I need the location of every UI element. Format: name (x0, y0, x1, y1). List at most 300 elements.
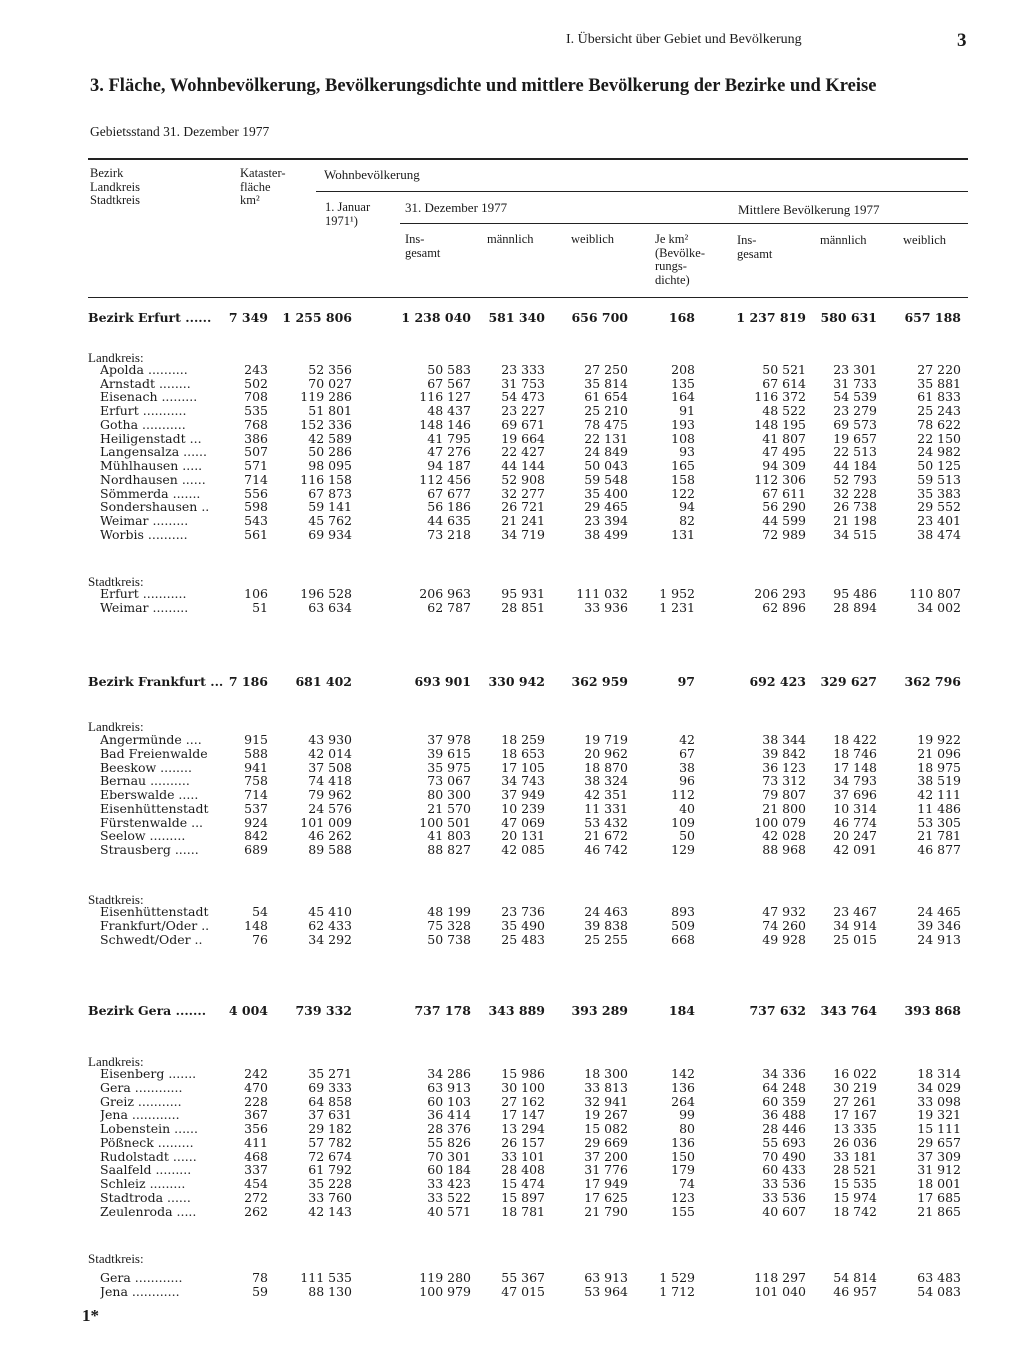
header-dezember-1977: 31. Dezember 1977 (405, 200, 508, 215)
cell-mittel-weiblich: 24 465 (917, 904, 961, 919)
cell-maennlich: 17 147 (501, 1107, 545, 1122)
cell-mittel-weiblich: 61 833 (917, 389, 961, 404)
table-row (0, 1067, 1024, 1081)
cell-mittel-insgesamt: 28 446 (762, 1121, 806, 1136)
cell-mittel-insgesamt: 56 290 (762, 499, 806, 514)
cell-dichte: 155 (671, 1204, 695, 1219)
cell-insgesamt: 28 376 (427, 1121, 471, 1136)
cell-insgesamt: 1 238 040 (401, 310, 471, 325)
cell-mittel-weiblich: 46 877 (917, 842, 961, 857)
cell-dichte: 1 529 (659, 1270, 695, 1285)
cell-dichte: 668 (671, 932, 695, 947)
cell-katasterflaeche: 507 (244, 444, 268, 459)
cell-mittel-weiblich: 33 098 (917, 1094, 961, 1109)
cell-katasterflaeche: 941 (244, 760, 268, 775)
cell-mittel-weiblich: 18 975 (917, 760, 961, 775)
row-label: Gera ............ (100, 1081, 183, 1095)
cell-katasterflaeche: 337 (244, 1162, 268, 1177)
row-label: Beeskow ........ (100, 761, 192, 775)
cell-insgesamt: 56 186 (427, 499, 471, 514)
cell-maennlich: 21 241 (501, 513, 545, 528)
section-label: Landkreis: (88, 1054, 144, 1069)
cell-januar-1971: 72 674 (308, 1149, 352, 1164)
row-label: Heiligenstadt ... (100, 432, 202, 446)
cell-mittel-weiblich: 34 029 (917, 1080, 961, 1095)
cell-mittel-insgesamt: 21 800 (762, 801, 806, 816)
cell-maennlich: 44 144 (501, 458, 545, 473)
cell-maennlich: 330 942 (488, 674, 545, 689)
cell-maennlich: 15 474 (501, 1176, 545, 1191)
cell-mittel-insgesamt: 100 079 (754, 815, 806, 830)
cell-maennlich: 47 069 (501, 815, 545, 830)
cell-mittel-weiblich: 657 188 (904, 310, 961, 325)
section-label: Stadtkreis: (88, 1251, 144, 1266)
cell-mittel-insgesamt: 49 928 (762, 932, 806, 947)
cell-insgesamt: 40 571 (427, 1204, 471, 1219)
cell-katasterflaeche: 386 (244, 431, 268, 446)
cell-mittel-maennlich: 16 022 (833, 1066, 877, 1081)
cell-januar-1971: 70 027 (308, 376, 352, 391)
cell-insgesamt: 35 975 (427, 760, 471, 775)
cell-mittel-weiblich: 24 913 (917, 932, 961, 947)
cell-mittel-insgesamt: 41 807 (762, 431, 806, 446)
cell-maennlich: 37 949 (501, 787, 545, 802)
cell-mittel-maennlich: 46 774 (833, 815, 877, 830)
cell-katasterflaeche: 272 (244, 1190, 268, 1205)
cell-januar-1971: 89 588 (308, 842, 352, 857)
cell-weiblich: 39 838 (584, 918, 628, 933)
table-row (0, 514, 1024, 528)
cell-weiblich: 35 400 (584, 486, 628, 501)
cell-katasterflaeche: 468 (244, 1149, 268, 1164)
cell-mittel-maennlich: 54 814 (833, 1270, 877, 1285)
cell-weiblich: 31 776 (584, 1162, 628, 1177)
cell-januar-1971: 52 356 (308, 362, 352, 377)
cell-mittel-weiblich: 19 321 (917, 1107, 961, 1122)
cell-mittel-insgesamt: 72 989 (762, 527, 806, 542)
header-m-maennlich: männlich (820, 233, 867, 247)
cell-mittel-weiblich: 38 474 (917, 527, 961, 542)
row-label: Schwedt/Oder .. (100, 933, 203, 947)
table-row (0, 774, 1024, 788)
cell-mittel-weiblich: 29 657 (917, 1135, 961, 1150)
cell-januar-1971: 51 801 (308, 403, 352, 418)
header-katasterflaeche: Kataster- fläche km² (240, 166, 286, 207)
cell-mittel-insgesamt: 112 306 (754, 472, 806, 487)
row-label: Weimar ......... (100, 514, 189, 528)
table-row (0, 459, 1024, 473)
cell-januar-1971: 61 792 (308, 1162, 352, 1177)
cell-katasterflaeche: 708 (244, 389, 268, 404)
cell-weiblich: 33 813 (584, 1080, 628, 1095)
cell-januar-1971: 79 962 (308, 787, 352, 802)
cell-weiblich: 46 742 (584, 842, 628, 857)
cell-dichte: 82 (679, 513, 695, 528)
row-label: Sondershausen .. (100, 500, 210, 514)
cell-weiblich: 38 499 (584, 527, 628, 542)
cell-mittel-weiblich: 18 314 (917, 1066, 961, 1081)
cell-insgesamt: 73 067 (427, 773, 471, 788)
cell-januar-1971: 37 631 (308, 1107, 352, 1122)
cell-katasterflaeche: 556 (244, 486, 268, 501)
cell-maennlich: 18 259 (501, 732, 545, 747)
cell-weiblich: 20 962 (584, 746, 628, 761)
cell-maennlich: 22 427 (501, 444, 545, 459)
cell-mittel-weiblich: 42 111 (917, 787, 961, 802)
cell-januar-1971: 739 332 (295, 1003, 352, 1018)
table-row (0, 919, 1024, 933)
cell-maennlich: 23 227 (501, 403, 545, 418)
cell-januar-1971: 69 934 (308, 527, 352, 542)
table-row (0, 1285, 1024, 1299)
cell-januar-1971: 152 336 (300, 417, 352, 432)
cell-mittel-insgesamt: 67 614 (762, 376, 806, 391)
table-row (0, 1177, 1024, 1191)
cell-mittel-insgesamt: 36 123 (762, 760, 806, 775)
cell-insgesamt: 67 567 (427, 376, 471, 391)
cell-januar-1971: 33 760 (308, 1190, 352, 1205)
cell-maennlich: 23 736 (501, 904, 545, 919)
row-label: Schleiz ......... (100, 1177, 186, 1191)
cell-mittel-weiblich: 17 685 (917, 1190, 961, 1205)
cell-katasterflaeche: 588 (244, 746, 268, 761)
cell-insgesamt: 737 178 (414, 1003, 471, 1018)
cell-insgesamt: 41 795 (427, 431, 471, 446)
cell-mittel-insgesamt: 79 807 (762, 787, 806, 802)
cell-katasterflaeche: 7 349 (228, 310, 268, 325)
cell-weiblich: 24 463 (584, 904, 628, 919)
row-label: Bezirk Gera ....... (88, 1004, 207, 1018)
cell-mittel-maennlich: 44 184 (833, 458, 877, 473)
cell-maennlich: 34 743 (501, 773, 545, 788)
row-label: Erfurt ........... (100, 587, 187, 601)
cell-weiblich: 33 936 (584, 600, 628, 615)
cell-mittel-maennlich: 18 746 (833, 746, 877, 761)
cell-katasterflaeche: 4 004 (228, 1003, 268, 1018)
cell-mittel-weiblich: 18 001 (917, 1176, 961, 1191)
cell-dichte: 150 (671, 1149, 695, 1164)
cell-mittel-maennlich: 37 696 (833, 787, 877, 802)
table-row (0, 1271, 1024, 1285)
cell-insgesamt: 63 913 (427, 1080, 471, 1095)
cell-mittel-insgesamt: 42 028 (762, 828, 806, 843)
cell-weiblich: 53 964 (584, 1284, 628, 1299)
page-header-text: I. Übersicht über Gebiet und Bevölkerung (566, 32, 802, 47)
cell-mittel-insgesamt: 47 495 (762, 444, 806, 459)
cell-katasterflaeche: 924 (244, 815, 268, 830)
cell-katasterflaeche: 689 (244, 842, 268, 857)
cell-dichte: 67 (679, 746, 695, 761)
section-label: Landkreis: (88, 719, 144, 734)
cell-maennlich: 30 100 (501, 1080, 545, 1095)
row-label: Frankfurt/Oder .. (100, 919, 210, 933)
cell-weiblich: 15 082 (584, 1121, 628, 1136)
cell-dichte: 1 952 (659, 586, 695, 601)
cell-januar-1971: 42 143 (308, 1204, 352, 1219)
row-label: Jena ............ (100, 1108, 180, 1122)
cell-maennlich: 54 473 (501, 389, 545, 404)
row-label: Stadtroda ...... (100, 1191, 191, 1205)
row-label: Langensalza ...... (100, 445, 207, 459)
cell-dichte: 99 (679, 1107, 695, 1122)
cell-insgesamt: 47 276 (427, 444, 471, 459)
cell-weiblich: 25 210 (584, 403, 628, 418)
cell-dichte: 158 (671, 472, 695, 487)
cell-maennlich: 15 986 (501, 1066, 545, 1081)
cell-januar-1971: 42 014 (308, 746, 352, 761)
cell-mittel-insgesamt: 67 611 (762, 486, 806, 501)
header-januar-1971: 1. Januar 1971¹) (325, 200, 371, 228)
cell-maennlich: 27 162 (501, 1094, 545, 1109)
header-weiblich: weiblich (571, 232, 615, 246)
cell-maennlich: 19 664 (501, 431, 545, 446)
cell-maennlich: 32 277 (501, 486, 545, 501)
cell-dichte: 91 (679, 403, 695, 418)
cell-mittel-maennlich: 34 515 (833, 527, 877, 542)
cell-weiblich: 111 032 (576, 586, 628, 601)
cell-insgesamt: 119 280 (419, 1270, 471, 1285)
table-row (0, 418, 1024, 432)
cell-dichte: 1 712 (659, 1284, 695, 1299)
cell-mittel-weiblich: 59 513 (917, 472, 961, 487)
cell-weiblich: 53 432 (584, 815, 628, 830)
cell-mittel-insgesamt: 60 433 (762, 1162, 806, 1177)
cell-mittel-insgesamt: 148 195 (754, 417, 806, 432)
cell-weiblich: 29 669 (584, 1135, 628, 1150)
cell-dichte: 94 (679, 499, 695, 514)
row-label: Bernau .......... (100, 774, 190, 788)
cell-mittel-insgesamt: 206 293 (754, 586, 806, 601)
cell-mittel-insgesamt: 39 842 (762, 746, 806, 761)
cell-januar-1971: 69 333 (308, 1080, 352, 1095)
cell-mittel-weiblich: 35 881 (917, 376, 961, 391)
cell-mittel-maennlich: 26 036 (833, 1135, 877, 1150)
cell-mittel-maennlich: 580 631 (820, 310, 877, 325)
cell-weiblich: 25 255 (584, 932, 628, 947)
cell-januar-1971: 64 858 (308, 1094, 352, 1109)
cell-januar-1971: 88 130 (308, 1284, 352, 1299)
cell-weiblich: 32 941 (584, 1094, 628, 1109)
cell-weiblich: 21 790 (584, 1204, 628, 1219)
cell-mittel-weiblich: 362 796 (904, 674, 961, 689)
cell-weiblich: 18 300 (584, 1066, 628, 1081)
cell-januar-1971: 50 286 (308, 444, 352, 459)
row-label: Arnstadt ........ (100, 377, 191, 391)
cell-mittel-maennlich: 28 521 (833, 1162, 877, 1177)
table-row (0, 500, 1024, 514)
cell-mittel-maennlich: 52 793 (833, 472, 877, 487)
cell-dichte: 893 (671, 904, 695, 919)
cell-januar-1971: 57 782 (308, 1135, 352, 1150)
cell-weiblich: 38 324 (584, 773, 628, 788)
cell-mittel-maennlich: 32 228 (833, 486, 877, 501)
cell-dichte: 179 (671, 1162, 695, 1177)
table-row (0, 445, 1024, 459)
cell-mittel-insgesamt: 50 521 (762, 362, 806, 377)
cell-mittel-insgesamt: 55 693 (762, 1135, 806, 1150)
cell-mittel-insgesamt: 36 488 (762, 1107, 806, 1122)
row-label: Greiz ........... (100, 1095, 182, 1109)
cell-weiblich: 35 814 (584, 376, 628, 391)
cell-mittel-insgesamt: 118 297 (754, 1270, 806, 1285)
cell-januar-1971: 74 418 (308, 773, 352, 788)
cell-katasterflaeche: 454 (244, 1176, 268, 1191)
cell-insgesamt: 100 979 (419, 1284, 471, 1299)
cell-mittel-insgesamt: 38 344 (762, 732, 806, 747)
row-label: Erfurt ........... (100, 404, 187, 418)
cell-mittel-weiblich: 11 486 (917, 801, 961, 816)
cell-insgesamt: 75 328 (427, 918, 471, 933)
cell-katasterflaeche: 470 (244, 1080, 268, 1095)
cell-dichte: 208 (671, 362, 695, 377)
page-number: 3 (957, 30, 967, 51)
cell-weiblich: 18 870 (584, 760, 628, 775)
cell-insgesamt: 55 826 (427, 1135, 471, 1150)
cell-januar-1971: 98 095 (308, 458, 352, 473)
row-label: Bezirk Frankfurt ... (88, 675, 224, 689)
cell-katasterflaeche: 915 (244, 732, 268, 747)
cell-mittel-insgesamt: 88 968 (762, 842, 806, 857)
cell-mittel-weiblich: 53 305 (917, 815, 961, 830)
cell-mittel-maennlich: 28 894 (833, 600, 877, 615)
header-dichte: Je km² (Bevölke- rungs- dichte) (655, 232, 705, 287)
cell-katasterflaeche: 228 (244, 1094, 268, 1109)
header-wohnbevoelkerung: Wohnbevölkerung (324, 167, 420, 182)
cell-insgesamt: 62 787 (427, 600, 471, 615)
cell-mittel-weiblich: 54 083 (917, 1284, 961, 1299)
cell-insgesamt: 41 803 (427, 828, 471, 843)
cell-januar-1971: 45 762 (308, 513, 352, 528)
cell-insgesamt: 67 677 (427, 486, 471, 501)
table-row (0, 1205, 1024, 1219)
section-label: Stadtkreis: (88, 574, 144, 589)
row-label: Eisenach ......... (100, 390, 198, 404)
cell-mittel-weiblich: 31 912 (917, 1162, 961, 1177)
row-label: Rudolstadt ...... (100, 1150, 197, 1164)
cell-maennlich: 28 408 (501, 1162, 545, 1177)
cell-maennlich: 581 340 (488, 310, 545, 325)
cell-insgesamt: 34 286 (427, 1066, 471, 1081)
cell-insgesamt: 50 738 (427, 932, 471, 947)
cell-insgesamt: 693 901 (414, 674, 471, 689)
cell-januar-1971: 42 589 (308, 431, 352, 446)
cell-dichte: 184 (668, 1003, 695, 1018)
cell-maennlich: 26 721 (501, 499, 545, 514)
cell-januar-1971: 34 292 (308, 932, 352, 947)
cell-mittel-weiblich: 24 982 (917, 444, 961, 459)
cell-maennlich: 95 931 (501, 586, 545, 601)
cell-dichte: 42 (679, 732, 695, 747)
cell-mittel-maennlich: 69 573 (833, 417, 877, 432)
cell-katasterflaeche: 598 (244, 499, 268, 514)
section-label: Landkreis: (88, 350, 144, 365)
cell-katasterflaeche: 571 (244, 458, 268, 473)
cell-mittel-weiblich: 38 519 (917, 773, 961, 788)
cell-maennlich: 69 671 (501, 417, 545, 432)
cell-januar-1971: 29 182 (308, 1121, 352, 1136)
cell-katasterflaeche: 54 (252, 904, 268, 919)
cell-mittel-maennlich: 19 657 (833, 431, 877, 446)
row-label: Worbis .......... (100, 528, 188, 542)
cell-mittel-weiblich: 110 807 (909, 586, 961, 601)
cell-januar-1971: 101 009 (300, 815, 352, 830)
cell-katasterflaeche: 842 (244, 828, 268, 843)
cell-katasterflaeche: 148 (244, 918, 268, 933)
cell-insgesamt: 44 635 (427, 513, 471, 528)
cell-mittel-maennlich: 27 261 (833, 1094, 877, 1109)
cell-mittel-insgesamt: 116 372 (754, 389, 806, 404)
bezirk-row (0, 1004, 1024, 1018)
header-mittlere-bevoelkerung: Mittlere Bevölkerung 1977 (738, 202, 880, 217)
cell-mittel-insgesamt: 64 248 (762, 1080, 806, 1095)
row-label: Eberswalde ..... (100, 788, 199, 802)
cell-weiblich: 19 267 (584, 1107, 628, 1122)
table-row (0, 601, 1024, 615)
cell-mittel-maennlich: 23 467 (833, 904, 877, 919)
cell-insgesamt: 36 414 (427, 1107, 471, 1122)
cell-maennlich: 31 753 (501, 376, 545, 391)
row-label: Gotha ........... (100, 418, 186, 432)
cell-dichte: 129 (671, 842, 695, 857)
cell-mittel-maennlich: 18 422 (833, 732, 877, 747)
cell-weiblich: 29 465 (584, 499, 628, 514)
cell-katasterflaeche: 714 (244, 472, 268, 487)
cell-januar-1971: 43 930 (308, 732, 352, 747)
cell-katasterflaeche: 242 (244, 1066, 268, 1081)
cell-mittel-insgesamt: 40 607 (762, 1204, 806, 1219)
cell-dichte: 108 (671, 431, 695, 446)
cell-weiblich: 19 719 (584, 732, 628, 747)
cell-maennlich: 23 333 (501, 362, 545, 377)
cell-mittel-weiblich: 21 781 (917, 828, 961, 843)
cell-januar-1971: 1 255 806 (282, 310, 352, 325)
cell-weiblich: 50 043 (584, 458, 628, 473)
row-label: Eisenhüttenstadt (100, 802, 209, 816)
cell-maennlich: 35 490 (501, 918, 545, 933)
cell-insgesamt: 39 615 (427, 746, 471, 761)
cell-weiblich: 78 475 (584, 417, 628, 432)
cell-katasterflaeche: 535 (244, 403, 268, 418)
cell-insgesamt: 73 218 (427, 527, 471, 542)
cell-mittel-weiblich: 23 401 (917, 513, 961, 528)
cell-insgesamt: 60 103 (427, 1094, 471, 1109)
table-title: 3. Fläche, Wohnbevölkerung, Bevölkerungsdichte und mittlere Bevölkerung der Bezirke und Kreise (90, 76, 877, 96)
cell-weiblich: 11 331 (584, 801, 628, 816)
cell-katasterflaeche: 502 (244, 376, 268, 391)
cell-mittel-insgesamt: 1 237 819 (736, 310, 806, 325)
row-label: Fürstenwalde ... (100, 816, 204, 830)
cell-mittel-weiblich: 29 552 (917, 499, 961, 514)
cell-katasterflaeche: 59 (252, 1284, 268, 1299)
cell-katasterflaeche: 51 (252, 600, 268, 615)
cell-insgesamt: 50 583 (427, 362, 471, 377)
cell-mittel-weiblich: 50 125 (917, 458, 961, 473)
cell-insgesamt: 148 146 (419, 417, 471, 432)
cell-januar-1971: 45 410 (308, 904, 352, 919)
cell-katasterflaeche: 367 (244, 1107, 268, 1122)
cell-mittel-maennlich: 10 314 (833, 801, 877, 816)
cell-insgesamt: 21 570 (427, 801, 471, 816)
cell-mittel-insgesamt: 34 336 (762, 1066, 806, 1081)
cell-mittel-insgesamt: 44 599 (762, 513, 806, 528)
cell-weiblich: 362 959 (571, 674, 628, 689)
cell-katasterflaeche: 106 (244, 586, 268, 601)
footnote-mark: 1* (82, 1306, 99, 1325)
cell-januar-1971: 119 286 (300, 389, 352, 404)
cell-dichte: 1 231 (659, 600, 695, 615)
table-row (0, 404, 1024, 418)
cell-mittel-weiblich: 34 002 (917, 600, 961, 615)
